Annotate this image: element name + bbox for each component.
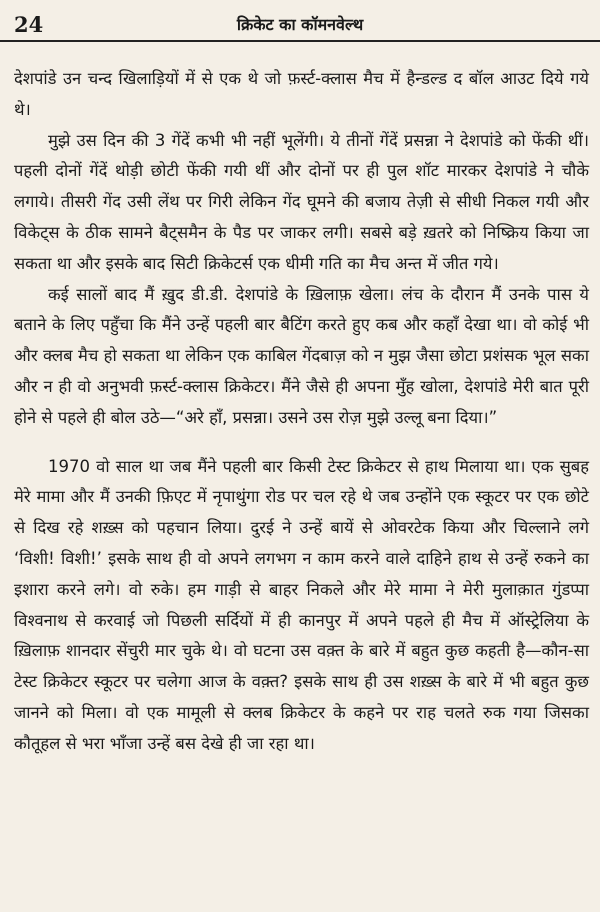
- page-number: 24: [14, 12, 44, 37]
- paragraph-gap: [14, 434, 589, 452]
- paragraph-2: मुझे उस दिन की 3 गेंदें कभी भी नहीं भूलेंगी। ये तीनों गेंदें प्रसन्ना ने देशपांडे को फेंकी थीं। पहली दोनों गेंदें थोड़ी छोटी फेंकी गयी थीं और दोनों पर ही पुल शॉट मारकर देशपांडे ने चौके लगाये। तीसरी गेंद उसी लेंथ पर गिरी लेकिन गेंद घूमने की बजाय तेज़ी से सीधी निकल गयी और विकेट्स के ठीक सामने बैट्समैन के पैड पर जाकर लगी। सबसे बड़े ख़तरे को निष्क्रिय किया जा सकता था और इसके बाद सिटी क्रिकेटर्स एक धीमी गति का मैच अन्त में जीत गये।: [14, 130, 589, 273]
- paragraph-1: देशपांडे उन चन्द खिलाड़ियों में से एक थे जो फ़र्स्ट-क्लास मैच में हैन्डल्ड द बॉल आउट दिये गये थे।: [14, 69, 589, 119]
- paragraph-3: कई सालों बाद मैं ख़ुद डी.डी. देशपांडे के ख़िलाफ़ खेला। लंच के दौरान मैं उनके पास ये बताने के लिए पहुँचा कि मैंने उन्हें पहली बार बैटिंग करते हुए कब और कहाँ देखा था। वो कोई भी और क्लब मैच हो सकता था लेकिन एक काबिल गेंदबाज़ को न मुझ जैसा छोटा प्रशंसक भूल सका और न ही वो अनुभवी फ़र्स्ट-क्लास क्रिकेटर। मैंने जैसे ही अपना मुँह खोला, देशपांडे मेरी बात पूरी होने से पहले ही बोल उठे—“अरे हाँ, प्रसन्ना। उसने उस रोज़ मुझे उल्लू बना दिया।”: [14, 284, 589, 427]
- body-text: [14, 64, 589, 760]
- running-head: क्रिकेट का कॉमनवेल्थ: [236, 15, 364, 34]
- paragraph-4: 1970 वो साल था जब मैंने पहली बार किसी टेस्ट क्रिकेटर से हाथ मिलाया था। एक सुबह मेरे मामा और मैं उनकी फ़िएट में नृपाथुंगा रोड पर चल रहे थे जब उन्होंने एक स्कूटर पर एक छोटे से दिख रहे शख़्स को पहचान लिया। दुरई ने उन्हें बायें से ओवरटेक किया और चिल्लाने लगे ‘विशी! विशी!’ इसके साथ ही वो अपने लगभग न काम करने वाले दाहिने हाथ से उन्हें रुकने का इशारा करने लगे। वो रुके। हम गाड़ी से बाहर निकले और मेरे मामा ने मेरी मुलाक़ात गुंडप्पा विश्वनाथ से करवाई जो पिछली सर्दियों में ही कानपुर में अपने पहले ही मैच में ऑस्ट्रेलिया के ख़िलाफ़ शानदार सेंचुरी मार चुके थे। वो घटना उस वक़्त के बारे में बहुत कुछ कहती है—कौन-सा टेस्ट क्रिकेटर स्कूटर पर चलेगा आज के वक़्त? इसके साथ ही उस शख़्स के बारे में भी बहुत कुछ जानने को मिला। वो एक मामूली से क्लब क्रिकेटर के कहने पर राह चलते रुक गया जिसका कौतूहल से भरा भाँजा उन्हें बस देखे ही जा रहा था।: [14, 456, 589, 753]
- page-header: [0, 10, 600, 42]
